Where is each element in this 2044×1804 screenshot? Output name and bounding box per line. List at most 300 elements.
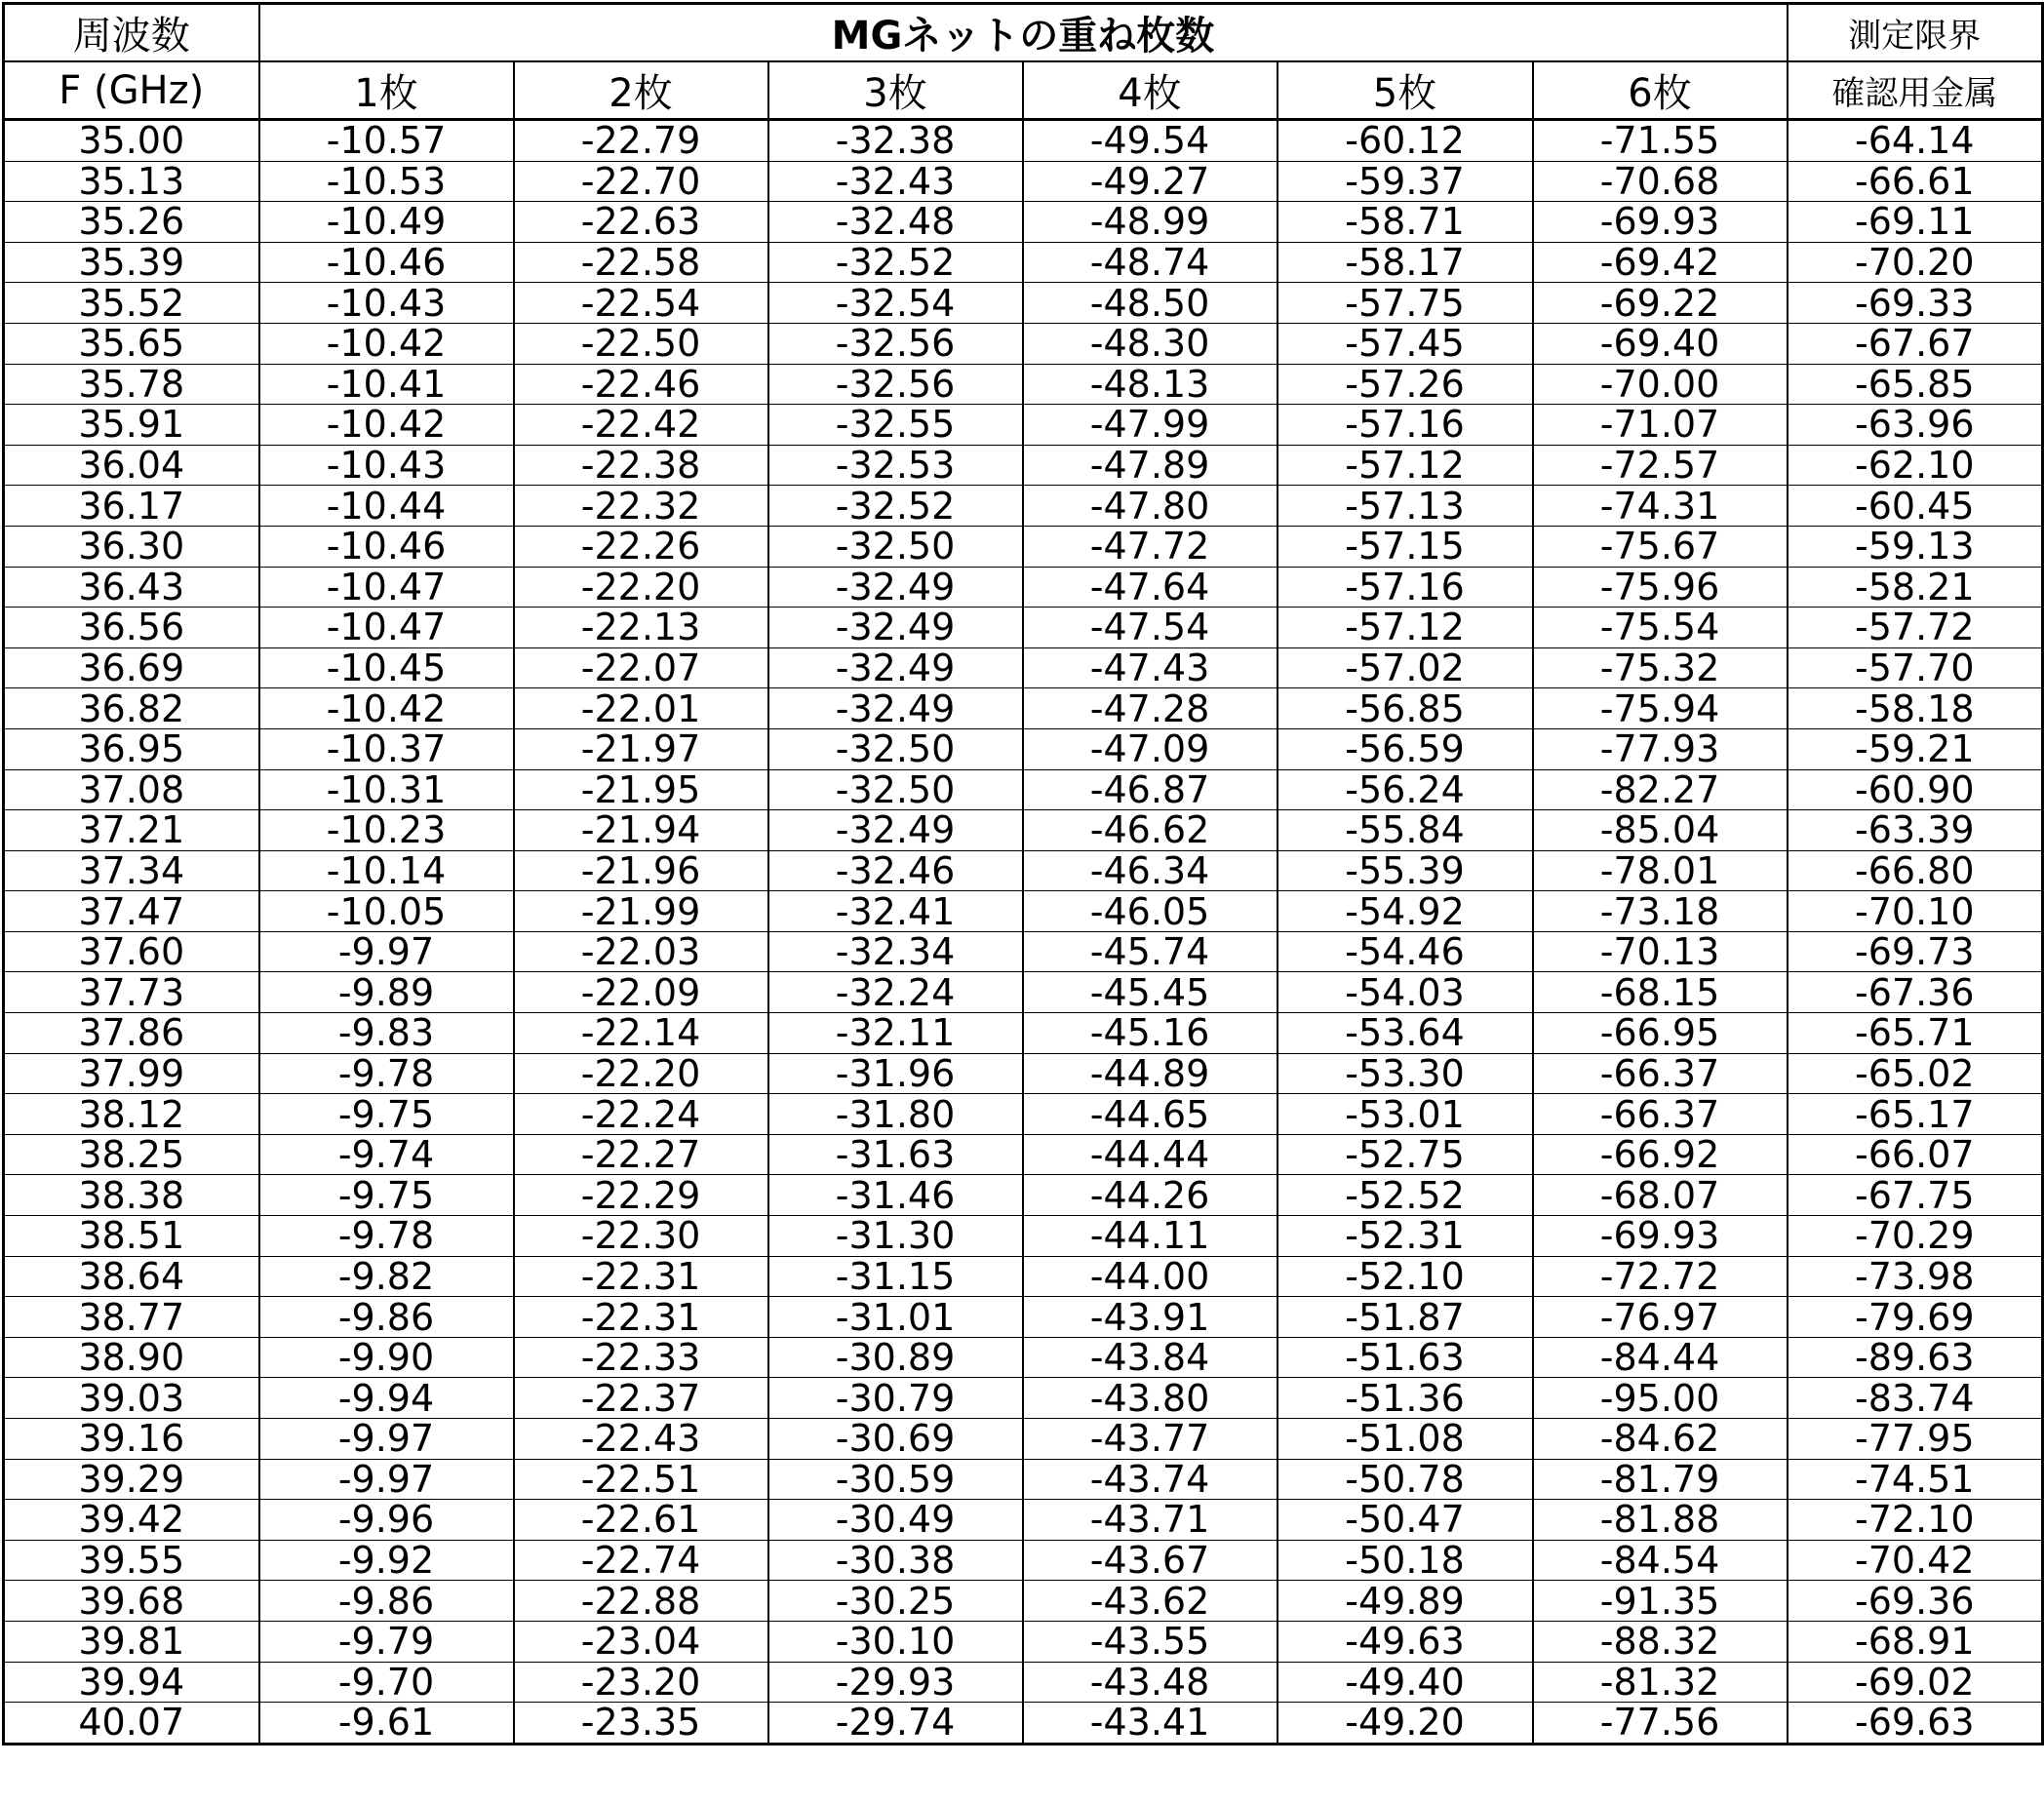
layer-4-cell: -44.11 [1023, 1216, 1278, 1257]
layer-6-cell: -68.07 [1533, 1175, 1788, 1216]
table-row [4, 810, 2043, 851]
table-row [4, 1297, 2043, 1338]
table-row [4, 972, 2043, 1013]
layer-2-cell: -22.29 [514, 1175, 768, 1216]
layer-6-cell: -81.79 [1533, 1459, 1788, 1500]
frequency-cell: 35.91 [4, 405, 259, 446]
layer-3-cell: -30.79 [768, 1378, 1023, 1419]
layer-6-cell: -69.42 [1533, 242, 1788, 283]
layer-4-cell: -48.74 [1023, 242, 1278, 283]
column-header-6: 6枚 [1533, 61, 1788, 120]
frequency-cell: 36.30 [4, 526, 259, 567]
layer-1-cell: -10.44 [259, 486, 514, 527]
layer-2-cell: -22.61 [514, 1500, 768, 1541]
layer-5-cell: -50.78 [1278, 1459, 1533, 1500]
limit-metal-cell: -65.71 [1788, 1013, 2043, 1054]
table-row [4, 1053, 2043, 1094]
layer-4-cell: -46.34 [1023, 850, 1278, 891]
layer-3-cell: -32.46 [768, 850, 1023, 891]
layer-2-cell: -22.43 [514, 1419, 768, 1460]
layer-1-cell: -10.46 [259, 242, 514, 283]
layer-1-cell: -9.97 [259, 1459, 514, 1500]
frequency-cell: 37.60 [4, 931, 259, 972]
layer-3-cell: -31.96 [768, 1053, 1023, 1094]
layer-4-cell: -43.55 [1023, 1621, 1278, 1662]
layer-5-cell: -58.71 [1278, 202, 1533, 243]
layer-1-cell: -9.61 [259, 1703, 514, 1745]
table-row [4, 1094, 2043, 1135]
layer-4-cell: -44.89 [1023, 1053, 1278, 1094]
table-row [4, 1581, 2043, 1622]
layer-5-cell: -51.63 [1278, 1337, 1533, 1378]
limit-metal-cell: -69.63 [1788, 1703, 2043, 1745]
layer-3-cell: -32.41 [768, 891, 1023, 932]
layer-6-cell: -69.22 [1533, 283, 1788, 324]
measurement-table [2, 2, 2044, 1745]
layer-2-cell: -22.27 [514, 1134, 768, 1175]
layer-3-cell: -32.49 [768, 647, 1023, 688]
limit-metal-cell: -66.80 [1788, 850, 2043, 891]
layer-5-cell: -57.12 [1278, 445, 1533, 486]
layer-5-cell: -50.18 [1278, 1540, 1533, 1581]
layer-5-cell: -54.46 [1278, 931, 1533, 972]
layer-2-cell: -22.88 [514, 1581, 768, 1622]
frequency-cell: 36.04 [4, 445, 259, 486]
layer-3-cell: -30.59 [768, 1459, 1023, 1500]
layer-3-cell: -31.15 [768, 1256, 1023, 1297]
limit-metal-cell: -83.74 [1788, 1378, 2043, 1419]
limit-header-top: 測定限界 [1788, 4, 2043, 62]
layer-3-cell: -32.34 [768, 931, 1023, 972]
layer-6-cell: -84.62 [1533, 1419, 1788, 1460]
layer-6-cell: -72.57 [1533, 445, 1788, 486]
layer-1-cell: -10.43 [259, 445, 514, 486]
limit-header-bottom: 確認用金属 [1788, 61, 2043, 120]
layer-3-cell: -32.49 [768, 608, 1023, 648]
layer-3-cell: -32.50 [768, 728, 1023, 769]
layer-3-cell: -32.49 [768, 688, 1023, 729]
frequency-cell: 37.47 [4, 891, 259, 932]
limit-metal-cell: -57.70 [1788, 647, 2043, 688]
table-row [4, 1540, 2043, 1581]
layer-6-cell: -73.18 [1533, 891, 1788, 932]
layer-5-cell: -57.13 [1278, 486, 1533, 527]
layer-1-cell: -10.46 [259, 526, 514, 567]
layer-2-cell: -22.74 [514, 1540, 768, 1581]
layer-1-cell: -9.83 [259, 1013, 514, 1054]
frequency-cell: 35.39 [4, 242, 259, 283]
layer-4-cell: -44.26 [1023, 1175, 1278, 1216]
table-row [4, 1175, 2043, 1216]
layer-2-cell: -21.99 [514, 891, 768, 932]
layer-1-cell: -10.47 [259, 608, 514, 648]
limit-metal-cell: -65.17 [1788, 1094, 2043, 1135]
table-row [4, 486, 2043, 527]
layer-5-cell: -52.10 [1278, 1256, 1533, 1297]
layer-2-cell: -22.07 [514, 647, 768, 688]
frequency-cell: 35.78 [4, 364, 259, 405]
column-header-3: 3枚 [768, 61, 1023, 120]
limit-metal-cell: -67.67 [1788, 323, 2043, 364]
layer-5-cell: -57.15 [1278, 526, 1533, 567]
limit-metal-cell: -63.39 [1788, 810, 2043, 851]
layer-1-cell: -10.42 [259, 323, 514, 364]
layer-6-cell: -75.94 [1533, 688, 1788, 729]
layer-4-cell: -48.30 [1023, 323, 1278, 364]
limit-metal-cell: -65.85 [1788, 364, 2043, 405]
layer-6-cell: -78.01 [1533, 850, 1788, 891]
layer-6-cell: -77.56 [1533, 1703, 1788, 1745]
table-row [4, 608, 2043, 648]
layer-2-cell: -23.04 [514, 1621, 768, 1662]
layer-1-cell: -9.75 [259, 1094, 514, 1135]
layer-4-cell: -45.45 [1023, 972, 1278, 1013]
layer-5-cell: -50.47 [1278, 1500, 1533, 1541]
layer-3-cell: -30.49 [768, 1500, 1023, 1541]
layer-5-cell: -58.17 [1278, 242, 1533, 283]
layer-6-cell: -66.92 [1533, 1134, 1788, 1175]
layer-4-cell: -46.05 [1023, 891, 1278, 932]
layer-5-cell: -54.92 [1278, 891, 1533, 932]
limit-metal-cell: -70.42 [1788, 1540, 2043, 1581]
layer-6-cell: -75.67 [1533, 526, 1788, 567]
limit-metal-cell: -58.18 [1788, 688, 2043, 729]
table-row [4, 1459, 2043, 1500]
limit-metal-cell: -59.21 [1788, 728, 2043, 769]
layer-5-cell: -56.59 [1278, 728, 1533, 769]
layer-1-cell: -10.57 [259, 120, 514, 162]
layer-4-cell: -47.89 [1023, 445, 1278, 486]
layer-6-cell: -69.93 [1533, 1216, 1788, 1257]
frequency-cell: 38.77 [4, 1297, 259, 1338]
layer-4-cell: -43.91 [1023, 1297, 1278, 1338]
layer-5-cell: -57.16 [1278, 567, 1533, 608]
layer-4-cell: -43.62 [1023, 1581, 1278, 1622]
column-header-5: 5枚 [1278, 61, 1533, 120]
frequency-cell: 36.43 [4, 567, 259, 608]
layer-1-cell: -9.86 [259, 1297, 514, 1338]
frequency-cell: 36.17 [4, 486, 259, 527]
table-row [4, 647, 2043, 688]
layer-2-cell: -23.20 [514, 1662, 768, 1703]
layer-6-cell: -91.35 [1533, 1581, 1788, 1622]
layer-6-cell: -70.00 [1533, 364, 1788, 405]
layer-5-cell: -57.75 [1278, 283, 1533, 324]
layer-5-cell: -60.12 [1278, 120, 1533, 162]
layer-3-cell: -32.56 [768, 364, 1023, 405]
layer-1-cell: -10.05 [259, 891, 514, 932]
table-row [4, 202, 2043, 243]
layer-6-cell: -69.93 [1533, 202, 1788, 243]
layer-5-cell: -49.40 [1278, 1662, 1533, 1703]
frequency-cell: 35.52 [4, 283, 259, 324]
layer-5-cell: -51.36 [1278, 1378, 1533, 1419]
frequency-cell: 37.73 [4, 972, 259, 1013]
limit-metal-cell: -62.10 [1788, 445, 2043, 486]
layer-5-cell: -59.37 [1278, 161, 1533, 202]
limit-metal-cell: -77.95 [1788, 1419, 2043, 1460]
layer-3-cell: -32.24 [768, 972, 1023, 1013]
layer-3-cell: -30.10 [768, 1621, 1023, 1662]
layer-6-cell: -75.96 [1533, 567, 1788, 608]
frequency-cell: 38.25 [4, 1134, 259, 1175]
layer-2-cell: -22.13 [514, 608, 768, 648]
table-row [4, 1337, 2043, 1378]
layer-2-cell: -22.79 [514, 120, 768, 162]
table-row [4, 1216, 2043, 1257]
layer-5-cell: -57.45 [1278, 323, 1533, 364]
layer-5-cell: -55.39 [1278, 850, 1533, 891]
layer-6-cell: -68.15 [1533, 972, 1788, 1013]
frequency-cell: 37.08 [4, 769, 259, 810]
limit-metal-cell: -63.96 [1788, 405, 2043, 446]
limit-metal-cell: -70.29 [1788, 1216, 2043, 1257]
limit-metal-cell: -60.45 [1788, 486, 2043, 527]
frequency-cell: 37.99 [4, 1053, 259, 1094]
layer-6-cell: -74.31 [1533, 486, 1788, 527]
frequency-cell: 39.81 [4, 1621, 259, 1662]
data-sheet [2, 2, 2044, 1745]
limit-metal-cell: -89.63 [1788, 1337, 2043, 1378]
frequency-cell: 35.26 [4, 202, 259, 243]
layer-1-cell: -10.23 [259, 810, 514, 851]
layer-2-cell: -22.42 [514, 405, 768, 446]
frequency-cell: 39.94 [4, 1662, 259, 1703]
table-row [4, 526, 2043, 567]
layer-2-cell: -22.31 [514, 1297, 768, 1338]
layer-4-cell: -48.13 [1023, 364, 1278, 405]
layer-2-cell: -21.96 [514, 850, 768, 891]
layer-4-cell: -45.16 [1023, 1013, 1278, 1054]
frequency-unit-header: F (GHz) [4, 61, 259, 120]
layer-5-cell: -49.63 [1278, 1621, 1533, 1662]
frequency-cell: 39.55 [4, 1540, 259, 1581]
layer-2-cell: -21.94 [514, 810, 768, 851]
frequency-cell: 39.68 [4, 1581, 259, 1622]
frequency-cell: 39.16 [4, 1419, 259, 1460]
layer-2-cell: -22.09 [514, 972, 768, 1013]
layer-5-cell: -49.89 [1278, 1581, 1533, 1622]
limit-metal-cell: -66.07 [1788, 1134, 2043, 1175]
frequency-cell: 38.51 [4, 1216, 259, 1257]
layer-3-cell: -32.48 [768, 202, 1023, 243]
table-row [4, 405, 2043, 446]
layer-6-cell: -75.32 [1533, 647, 1788, 688]
layer-3-cell: -31.46 [768, 1175, 1023, 1216]
layer-4-cell: -43.77 [1023, 1419, 1278, 1460]
layer-2-cell: -22.03 [514, 931, 768, 972]
layer-1-cell: -9.96 [259, 1500, 514, 1541]
limit-metal-cell: -69.11 [1788, 202, 2043, 243]
layer-3-cell: -32.43 [768, 161, 1023, 202]
layer-2-cell: -22.54 [514, 283, 768, 324]
frequency-cell: 37.86 [4, 1013, 259, 1054]
layer-1-cell: -10.45 [259, 647, 514, 688]
layer-2-cell: -22.50 [514, 323, 768, 364]
layer-1-cell: -10.31 [259, 769, 514, 810]
table-row [4, 161, 2043, 202]
layer-4-cell: -43.84 [1023, 1337, 1278, 1378]
layer-2-cell: -22.31 [514, 1256, 768, 1297]
layer-5-cell: -52.52 [1278, 1175, 1533, 1216]
layer-2-cell: -22.33 [514, 1337, 768, 1378]
layer-6-cell: -69.40 [1533, 323, 1788, 364]
layer-1-cell: -9.70 [259, 1662, 514, 1703]
layer-1-cell: -10.43 [259, 283, 514, 324]
layer-4-cell: -44.44 [1023, 1134, 1278, 1175]
layer-3-cell: -32.50 [768, 769, 1023, 810]
layer-4-cell: -43.48 [1023, 1662, 1278, 1703]
limit-metal-cell: -60.90 [1788, 769, 2043, 810]
limit-metal-cell: -73.98 [1788, 1256, 2043, 1297]
layer-2-cell: -22.63 [514, 202, 768, 243]
layer-1-cell: -9.94 [259, 1378, 514, 1419]
table-row [4, 364, 2043, 405]
layer-2-cell: -21.95 [514, 769, 768, 810]
frequency-header: 周波数 [4, 4, 259, 62]
layer-6-cell: -71.07 [1533, 405, 1788, 446]
layer-6-cell: -95.00 [1533, 1378, 1788, 1419]
layer-4-cell: -47.72 [1023, 526, 1278, 567]
layer-6-cell: -76.97 [1533, 1297, 1788, 1338]
frequency-cell: 38.64 [4, 1256, 259, 1297]
table-row [4, 283, 2043, 324]
layer-5-cell: -55.84 [1278, 810, 1533, 851]
layer-2-cell: -22.32 [514, 486, 768, 527]
layer-2-cell: -22.26 [514, 526, 768, 567]
layer-5-cell: -54.03 [1278, 972, 1533, 1013]
layer-1-cell: -9.79 [259, 1621, 514, 1662]
layer-5-cell: -53.64 [1278, 1013, 1533, 1054]
layer-3-cell: -30.25 [768, 1581, 1023, 1622]
frequency-cell: 36.82 [4, 688, 259, 729]
frequency-cell: 35.00 [4, 120, 259, 162]
layer-6-cell: -71.55 [1533, 120, 1788, 162]
table-row [4, 1013, 2043, 1054]
layer-5-cell: -56.85 [1278, 688, 1533, 729]
layer-6-cell: -81.88 [1533, 1500, 1788, 1541]
layer-1-cell: -10.42 [259, 688, 514, 729]
layer-1-cell: -9.75 [259, 1175, 514, 1216]
table-row [4, 567, 2043, 608]
limit-metal-cell: -72.10 [1788, 1500, 2043, 1541]
table-row [4, 1621, 2043, 1662]
layer-3-cell: -32.52 [768, 242, 1023, 283]
layer-4-cell: -49.54 [1023, 120, 1278, 162]
table-row [4, 688, 2043, 729]
layer-4-cell: -47.09 [1023, 728, 1278, 769]
limit-metal-cell: -58.21 [1788, 567, 2043, 608]
layer-3-cell: -32.49 [768, 810, 1023, 851]
layer-2-cell: -22.24 [514, 1094, 768, 1135]
table-row [4, 1500, 2043, 1541]
layer-6-cell: -77.93 [1533, 728, 1788, 769]
layer-5-cell: -53.30 [1278, 1053, 1533, 1094]
layer-3-cell: -32.49 [768, 567, 1023, 608]
limit-metal-cell: -69.73 [1788, 931, 2043, 972]
layer-5-cell: -52.75 [1278, 1134, 1533, 1175]
limit-metal-cell: -68.91 [1788, 1621, 2043, 1662]
layer-4-cell: -45.74 [1023, 931, 1278, 972]
limit-metal-cell: -79.69 [1788, 1297, 2043, 1338]
layer-6-cell: -81.32 [1533, 1662, 1788, 1703]
layer-6-cell: -88.32 [1533, 1621, 1788, 1662]
layer-1-cell: -9.78 [259, 1216, 514, 1257]
layer-2-cell: -22.38 [514, 445, 768, 486]
layer-1-cell: -10.41 [259, 364, 514, 405]
layer-3-cell: -29.93 [768, 1662, 1023, 1703]
layer-4-cell: -48.50 [1023, 283, 1278, 324]
limit-metal-cell: -69.02 [1788, 1662, 2043, 1703]
layer-4-cell: -43.71 [1023, 1500, 1278, 1541]
layer-3-cell: -29.74 [768, 1703, 1023, 1745]
frequency-cell: 37.21 [4, 810, 259, 851]
table-row [4, 891, 2043, 932]
layer-1-cell: -9.97 [259, 1419, 514, 1460]
layer-3-cell: -32.11 [768, 1013, 1023, 1054]
layer-1-cell: -10.53 [259, 161, 514, 202]
frequency-cell: 38.90 [4, 1337, 259, 1378]
layer-4-cell: -43.41 [1023, 1703, 1278, 1745]
layer-2-cell: -22.46 [514, 364, 768, 405]
layer-1-cell: -10.47 [259, 567, 514, 608]
layer-2-cell: -21.97 [514, 728, 768, 769]
layer-5-cell: -56.24 [1278, 769, 1533, 810]
layer-1-cell: -10.14 [259, 850, 514, 891]
layer-2-cell: -22.58 [514, 242, 768, 283]
limit-metal-cell: -59.13 [1788, 526, 2043, 567]
layer-3-cell: -32.55 [768, 405, 1023, 446]
frequency-cell: 38.12 [4, 1094, 259, 1135]
layer-2-cell: -22.51 [514, 1459, 768, 1500]
layer-1-cell: -9.97 [259, 931, 514, 972]
table-row [4, 931, 2043, 972]
table-row [4, 1134, 2043, 1175]
layer-4-cell: -44.65 [1023, 1094, 1278, 1135]
layer-1-cell: -9.86 [259, 1581, 514, 1622]
layer-1-cell: -10.49 [259, 202, 514, 243]
layer-1-cell: -9.92 [259, 1540, 514, 1581]
layer-2-cell: -22.70 [514, 161, 768, 202]
frequency-cell: 35.13 [4, 161, 259, 202]
layer-3-cell: -32.38 [768, 120, 1023, 162]
layer-2-cell: -23.35 [514, 1703, 768, 1745]
mg-net-layers-header: MGネットの重ね枚数 [259, 4, 1788, 62]
layer-4-cell: -43.67 [1023, 1540, 1278, 1581]
frequency-cell: 35.65 [4, 323, 259, 364]
table-row [4, 323, 2043, 364]
layer-3-cell: -32.56 [768, 323, 1023, 364]
layer-1-cell: -9.82 [259, 1256, 514, 1297]
limit-metal-cell: -57.72 [1788, 608, 2043, 648]
layer-2-cell: -22.14 [514, 1013, 768, 1054]
table-row [4, 445, 2043, 486]
layer-6-cell: -70.68 [1533, 161, 1788, 202]
layer-5-cell: -53.01 [1278, 1094, 1533, 1135]
layer-2-cell: -22.20 [514, 567, 768, 608]
layer-4-cell: -46.62 [1023, 810, 1278, 851]
table-row [4, 1419, 2043, 1460]
layer-4-cell: -47.43 [1023, 647, 1278, 688]
table-row [4, 1378, 2043, 1419]
layer-6-cell: -75.54 [1533, 608, 1788, 648]
layer-3-cell: -32.52 [768, 486, 1023, 527]
frequency-cell: 36.69 [4, 647, 259, 688]
layer-3-cell: -30.69 [768, 1419, 1023, 1460]
layer-1-cell: -10.37 [259, 728, 514, 769]
limit-metal-cell: -67.75 [1788, 1175, 2043, 1216]
layer-1-cell: -9.90 [259, 1337, 514, 1378]
